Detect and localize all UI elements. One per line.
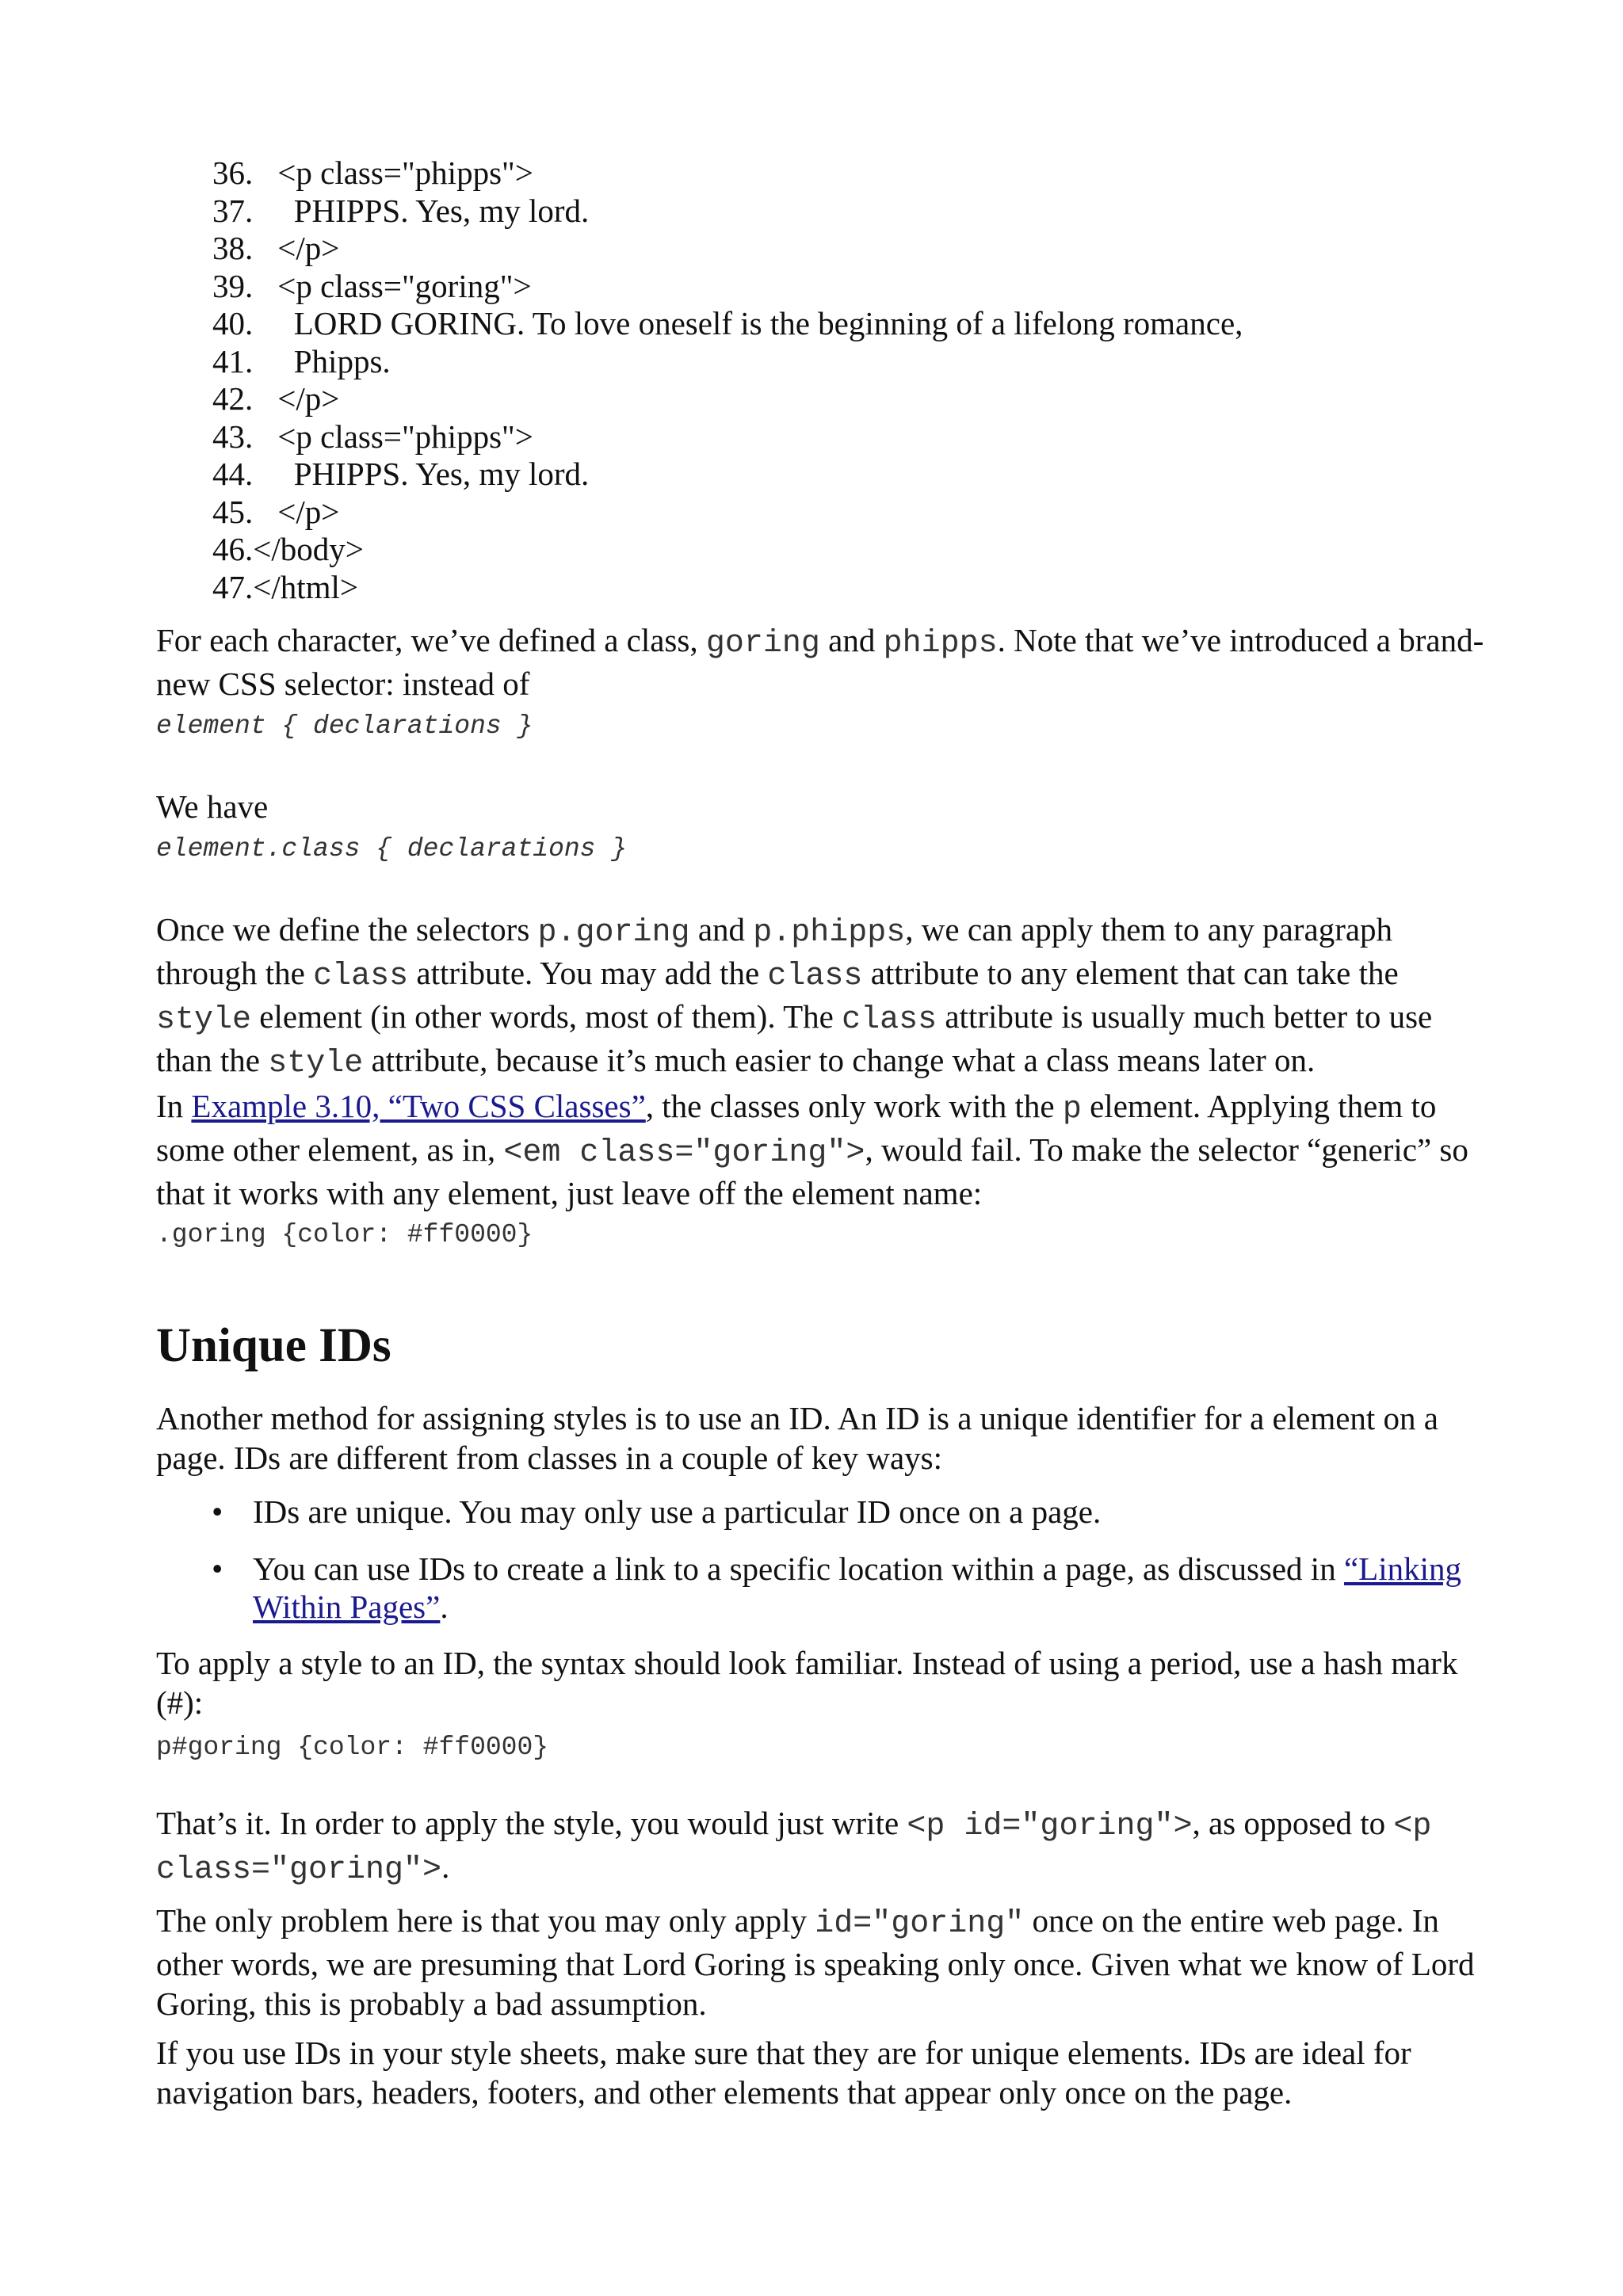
line-number: 40. [212, 305, 254, 341]
code-goring-rule: .goring {color: #ff0000} [156, 1220, 533, 1249]
line-number: 42. [212, 380, 254, 417]
inline-code: p [1062, 1092, 1082, 1127]
inline-code: id="goring" [815, 1906, 1025, 1942]
paragraph-apply-id: To apply a style to an ID, the syntax should look familiar. Instead of using a period, use a hash mark (#): [156, 1645, 1458, 1721]
listing-line [212, 569, 1243, 607]
line-number: 38. [212, 230, 254, 266]
line-number: 37. [212, 192, 254, 229]
line-text: </p> [269, 380, 340, 417]
inline-code: class [767, 959, 863, 994]
line-text: LORD GORING. To love oneself is the beginning of a lifelong romance, [269, 305, 1243, 341]
inline-code: style [268, 1046, 364, 1081]
inline-code: goring [705, 626, 820, 662]
inline-code: p.phipps [753, 915, 906, 951]
inline-code: phipps [883, 626, 998, 662]
paragraph-ids-ideal: If you use IDs in your style sheets, make sure that they are for unique elements. IDs are ideal for navigation bars, headers, footers, and other elements that appear only once on the page. [156, 2035, 1411, 2111]
inline-code: class [313, 959, 409, 994]
paragraph-class-intro: For each character, we’ve defined a class, goring and phipps. Note that we’ve introduced a brand-new CSS selector: instead of [156, 622, 1484, 702]
bullet-item: • IDs are unique. You may only use a particular ID once on a page. [212, 1493, 1102, 1530]
example-link[interactable]: Example 3.10, “Two CSS Classes” [191, 1088, 646, 1124]
paragraph-id-intro: Another method for assigning styles is to use an ID. An ID is a unique identifier for a element on a page. IDs are different from classes in a couple of key ways: [156, 1400, 1438, 1476]
paragraph-we-have: We have [156, 788, 269, 825]
inline-code: class [842, 1002, 938, 1038]
listing-line [212, 456, 1243, 494]
listing-line [212, 268, 1243, 306]
listing-line [212, 230, 1243, 268]
line-text: </html> [253, 568, 359, 605]
listing-line [212, 531, 1243, 569]
line-text: <p class="phipps"> [269, 418, 533, 455]
inline-code: <p id="goring"> [907, 1809, 1193, 1844]
listing-line [212, 380, 1243, 418]
line-number: 36. [212, 154, 254, 191]
inline-code: p.goring [537, 915, 690, 951]
line-number: 44. [212, 456, 254, 492]
line-text: </p> [269, 230, 340, 266]
line-number: 39. [212, 267, 254, 304]
bullet-icon: • [212, 1550, 223, 1587]
line-number: 47. [212, 568, 254, 605]
inline-code: <em class="goring"> [503, 1135, 865, 1171]
line-number: 46. [212, 531, 254, 567]
bullet-icon: • [212, 1493, 223, 1530]
line-text: <p class="goring"> [269, 267, 532, 304]
bullet-list [156, 1493, 1495, 1626]
listing-line [212, 154, 1243, 193]
inline-code: style [156, 1002, 252, 1038]
line-text: <p class="phipps"> [269, 154, 533, 191]
listing-line [212, 418, 1243, 456]
listing-line [212, 494, 1243, 532]
line-text: Phipps. [269, 342, 391, 379]
paragraph-thats-it: That’s it. In order to apply the style, you would just write <p id="goring">, as opposed to <p class="goring">. [156, 1805, 1432, 1888]
line-number: 43. [212, 418, 254, 455]
line-number: 41. [212, 342, 254, 379]
linking-within-pages-link[interactable]: “Linking Within Pages” [253, 1550, 1461, 1625]
line-text: </body> [253, 531, 364, 567]
listing-line [212, 193, 1243, 231]
line-text: PHIPPS. Yes, my lord. [269, 456, 590, 492]
paragraph-selectors: Once we define the selectors p.goring and p.phipps, we can apply them to any paragraph through the class attribute. You may add the class attribute to any element that can take the style element (in other words, most of them). The class attribute is usually much better to use than the style attribute, because it’s much easier to change what a class means later on. [156, 911, 1433, 1081]
paragraph-generic-selector: In Example 3.10, “Two CSS Classes”, the classes only work with the p element. Applying them to some other element, as in, <em class="goring">, would fail. To make the selector “generic” so that it works with any element, just leave off the element name: [156, 1088, 1468, 1211]
code-listing [212, 154, 1243, 606]
code-pgoring-rule: p#goring {color: #ff0000} [156, 1733, 549, 1762]
bullet-item: • You can use IDs to create a link to a specific location within a page, as discussed in “Linking Within Pages”. [212, 1550, 1461, 1625]
line-number: 45. [212, 493, 254, 530]
paragraph-only-problem: The only problem here is that you may only apply id="goring" once on the entire web page. In other words, we are presuming that Lord Goring is speaking only once. Given what we know of Lord Goring, this is probably a bad assumption. [156, 1902, 1475, 2022]
section-heading-unique-ids: Unique IDs [156, 1319, 391, 1372]
code-element-declarations: element { declarations } [156, 711, 533, 741]
listing-line [212, 343, 1243, 381]
inline-code: <p class="goring"> [156, 1809, 1432, 1888]
line-text: </p> [269, 493, 340, 530]
code-element-class-declarations: element.class { declarations } [156, 834, 628, 864]
line-text: PHIPPS. Yes, my lord. [269, 192, 590, 229]
listing-line [212, 305, 1243, 343]
